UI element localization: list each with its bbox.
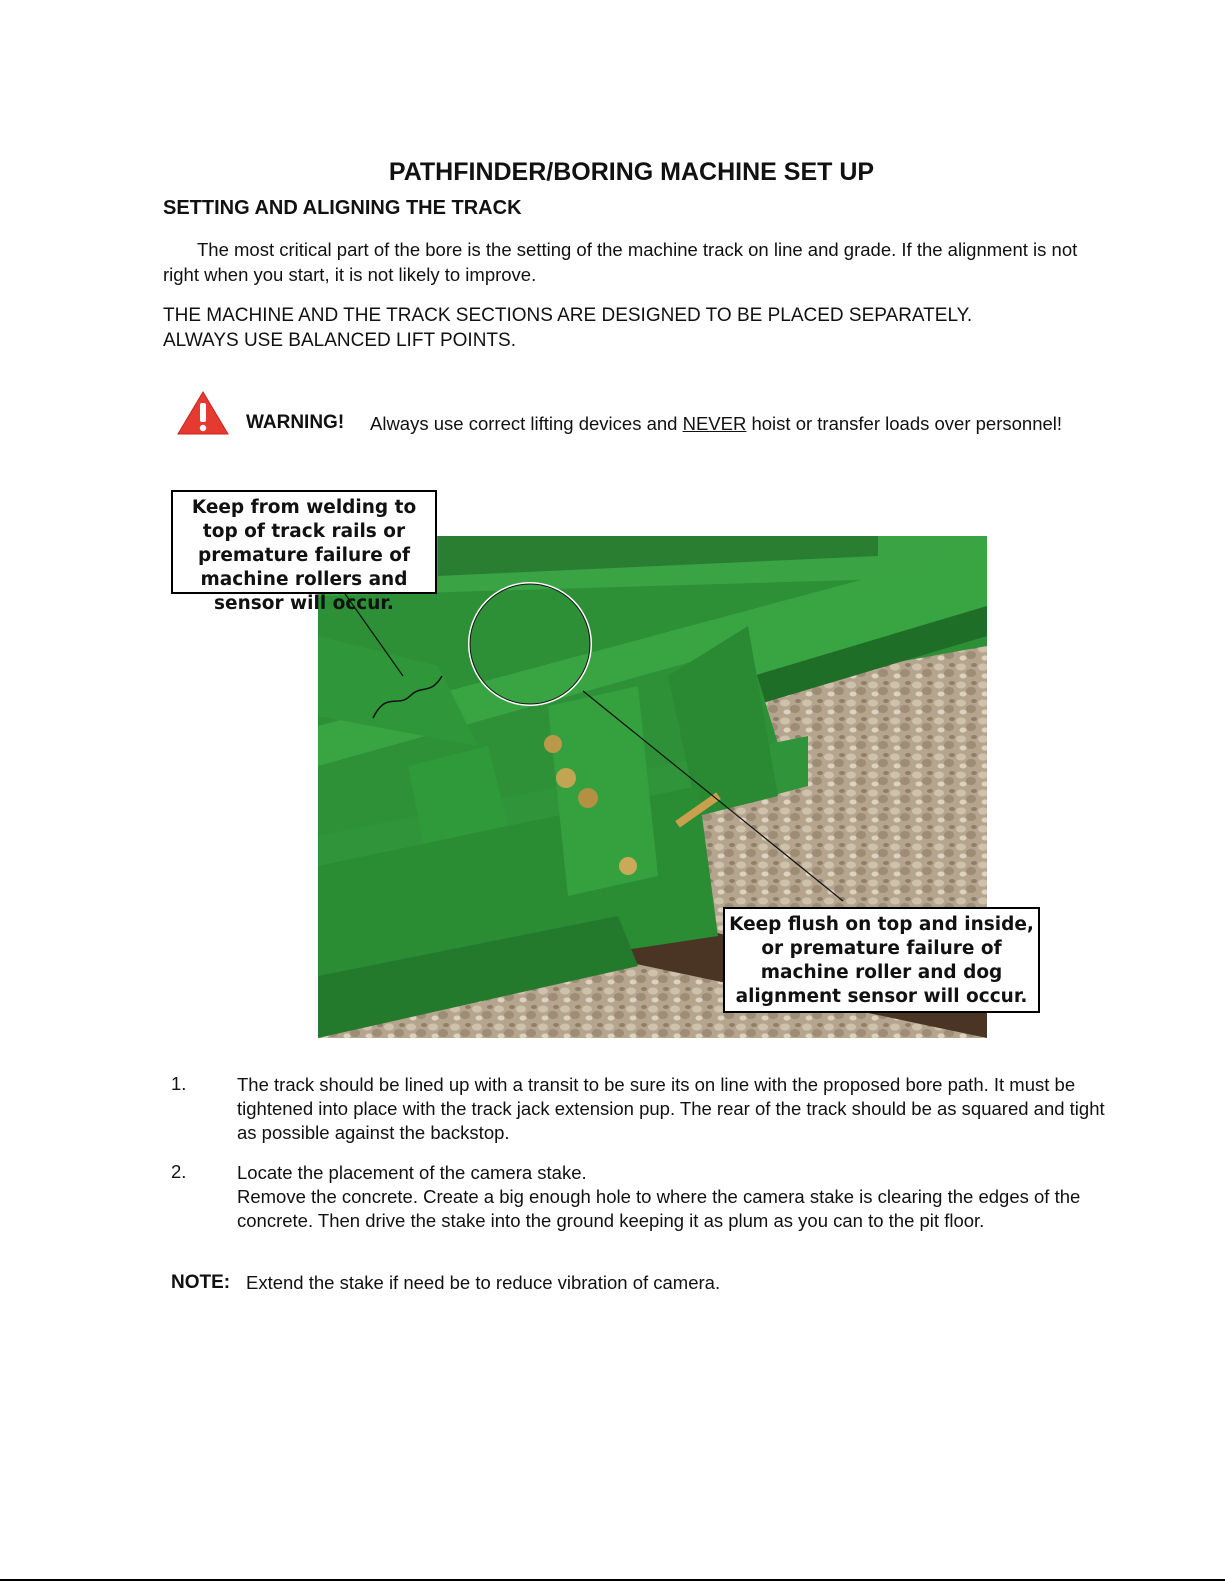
caps-notice (163, 303, 1103, 353)
section-heading: SETTING AND ALIGNING THE TRACK (163, 197, 522, 219)
callout-weld-warning: Keep from welding to top of track rails or premature failure of machine rollers and sensor will occur. (171, 490, 437, 594)
warning-text (370, 413, 1062, 435)
step-2-line-1: Locate the placement of the camera stake. (237, 1162, 587, 1183)
warning-text-before: Always use correct lifting devices and (370, 413, 683, 434)
page-bottom-rule (0, 1579, 1225, 1581)
step-2-text (237, 1161, 1107, 1233)
warning-triangle-icon (176, 390, 230, 436)
intro-paragraph: The most critical part of the bore is the setting of the machine track on line and grade. If the alignment is not right when you start, it is not likely to improve. (163, 239, 1078, 285)
note-label: NOTE: (171, 1272, 231, 1293)
warning-text-after: hoist or transfer loads over personnel! (746, 413, 1063, 434)
step-2-number: 2. (171, 1161, 187, 1182)
caps-notice-line-2: ALWAYS USE BALANCED LIFT POINTS. (163, 330, 516, 351)
callout-flush-warning: Keep flush on top and inside, or premature failure of machine roller and dog alignment sensor will occur. (723, 907, 1040, 1013)
step-2-line-2: Remove the concrete. Create a big enough hole to where the camera stake is clearing the edges of the concrete. Then drive the stake into the ground keeping it as plum as you can to the pit floor. (237, 1186, 1081, 1231)
warning-emphasis: NEVER (682, 413, 747, 434)
warning-label: WARNING! (246, 412, 345, 433)
caps-notice-line-1: THE MACHINE AND THE TRACK SECTIONS ARE DESIGNED TO BE PLACED SEPARATELY. (163, 305, 973, 326)
note-text: Extend the stake if need be to reduce vibration of camera. (246, 1272, 721, 1293)
step-1-number: 1. (171, 1073, 187, 1094)
page-title: PATHFINDER/BORING MACHINE SET UP (388, 158, 875, 186)
step-1-text: The track should be lined up with a transit to be sure its on line with the proposed bore path. It must be tightened into place with the track jack extension pup. The rear of the track should be as squared and tight as possible against the backstop. (237, 1074, 1105, 1143)
